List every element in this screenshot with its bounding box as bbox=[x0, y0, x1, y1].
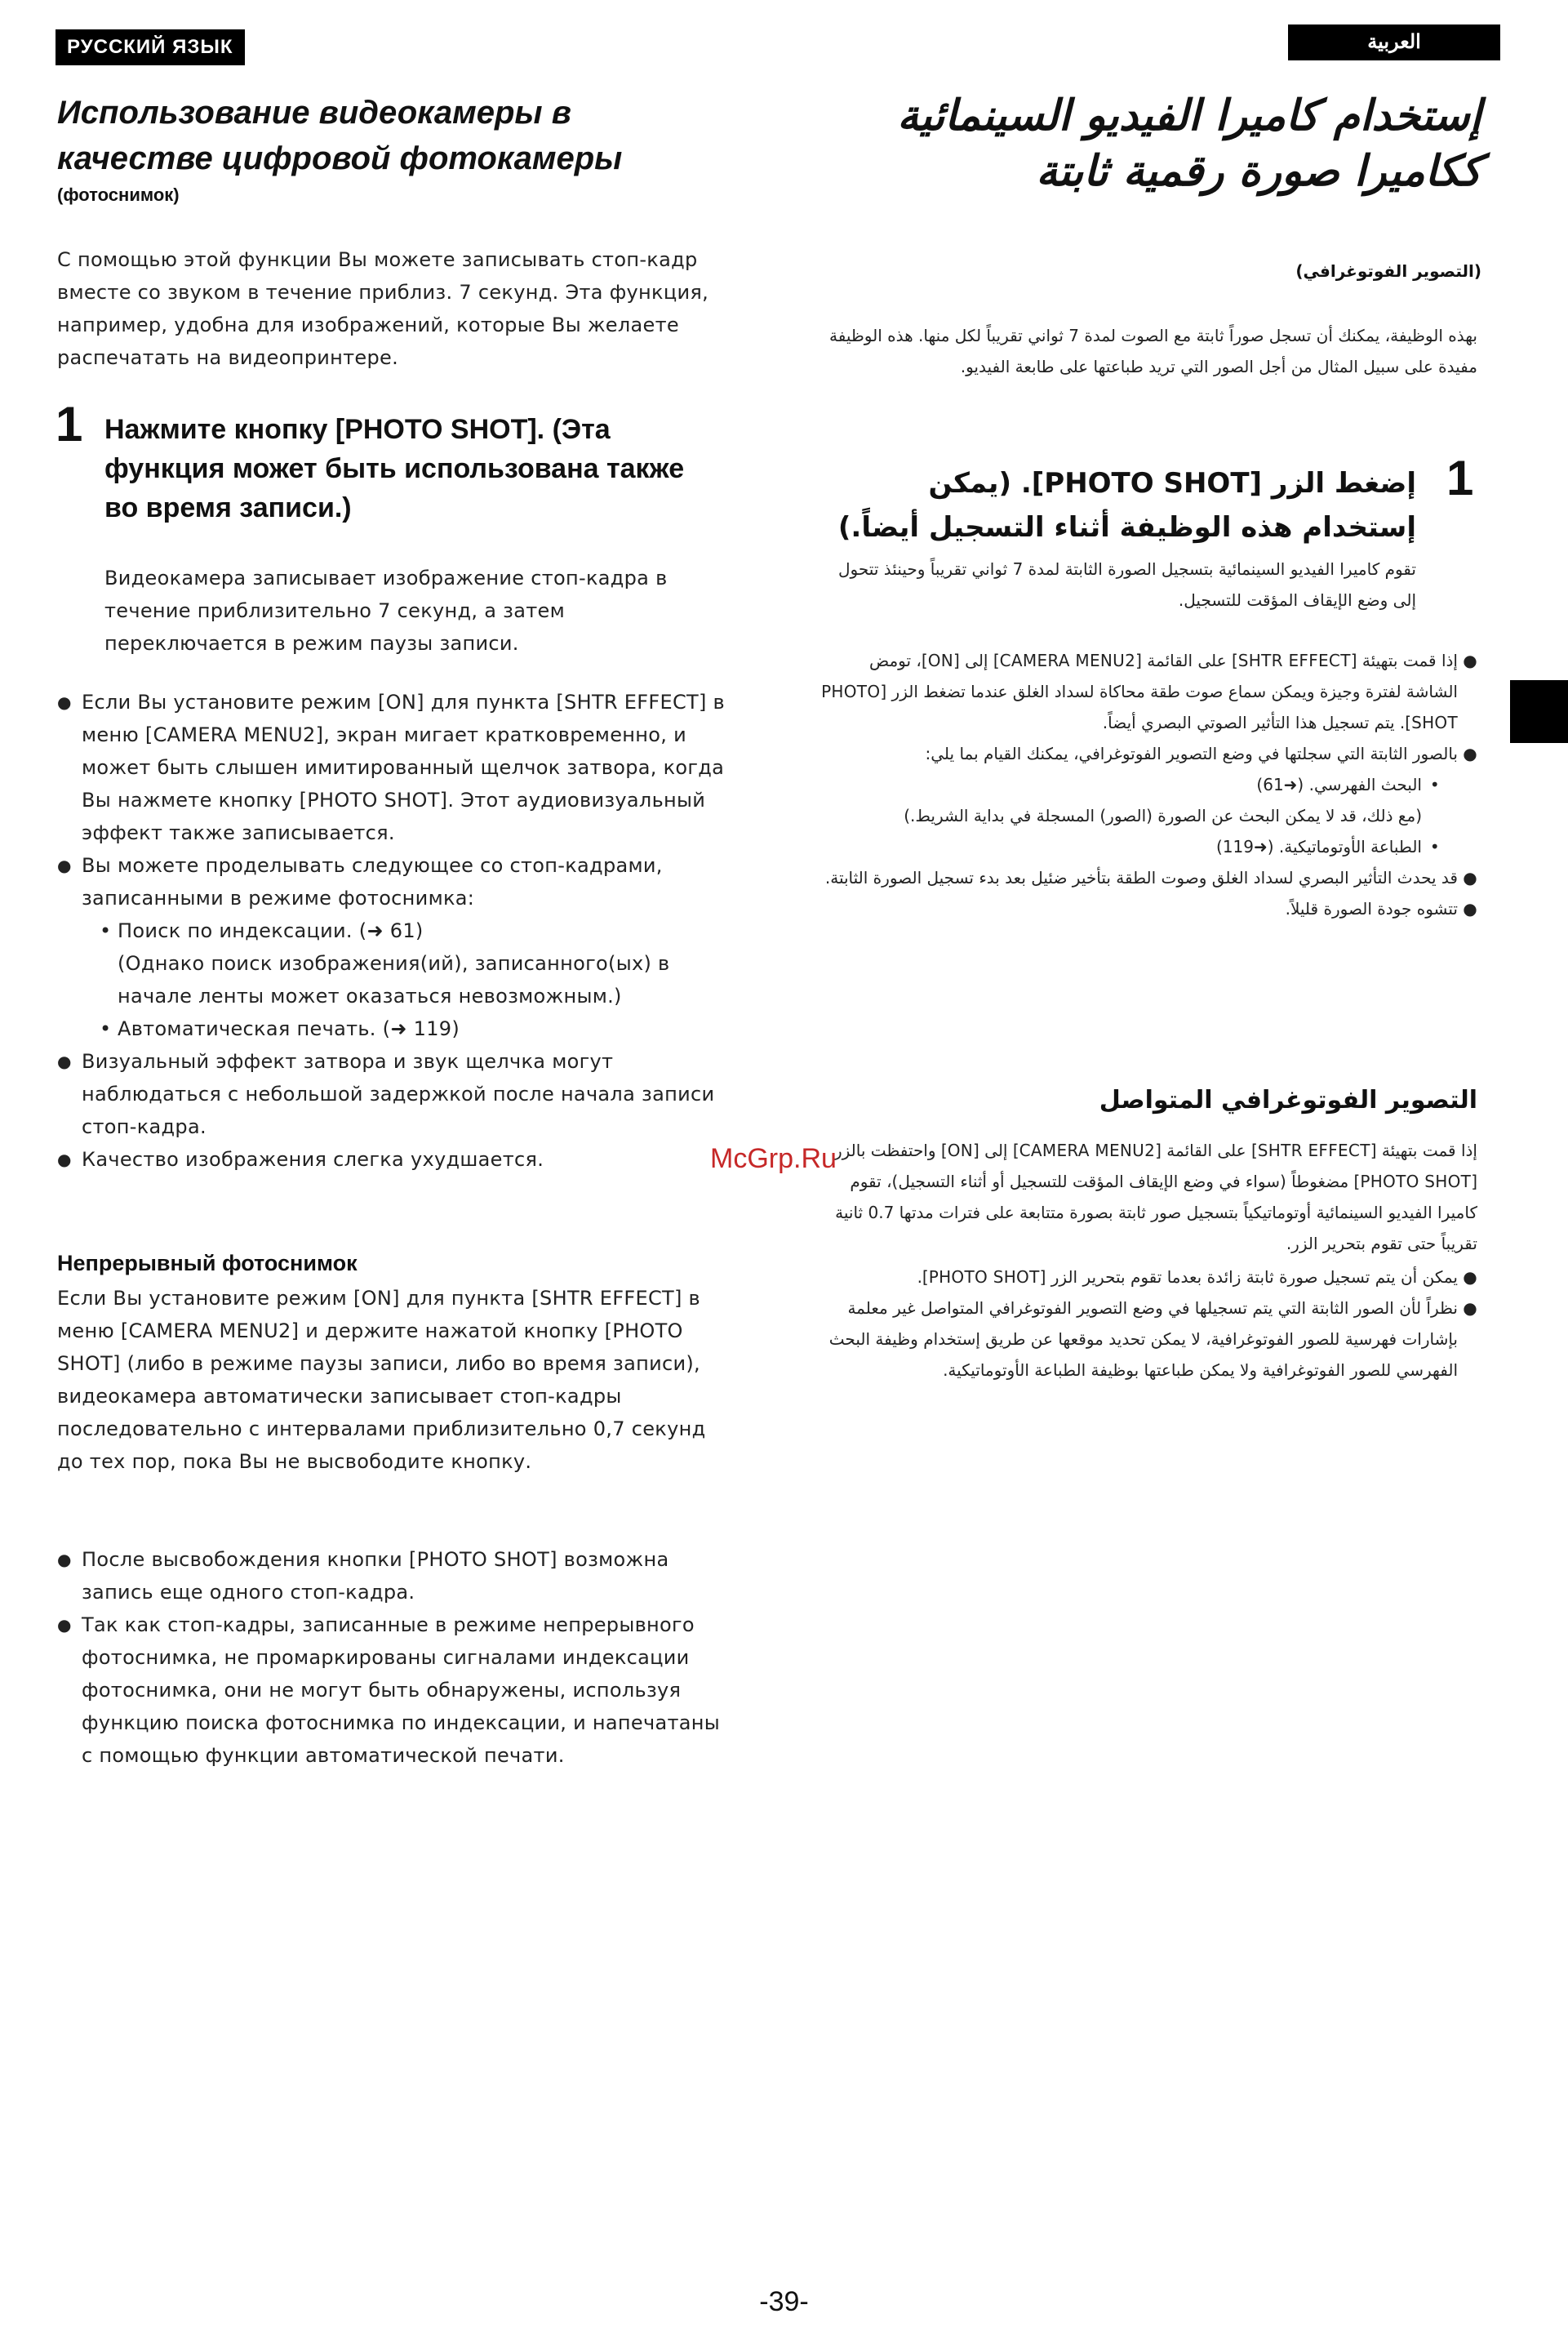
russian-continuous-notes bbox=[57, 1543, 726, 1772]
arabic-sub-auto-print: • الطباعة الأوتوماتيكية. (➜119) bbox=[816, 831, 1440, 862]
section-edge-tab bbox=[1510, 680, 1568, 743]
russian-step-number: 1 bbox=[56, 397, 83, 452]
russian-continuous-note-1: ● После высвобождения кнопки [PHOTO SHOT] возможна запись еще одного стоп-кадра. bbox=[57, 1543, 726, 1608]
russian-step-description: Видеокамера записывает изображение стоп-кадра в течение приблизительно 7 секунд, а затем переключается в режим паузы записи. bbox=[104, 567, 668, 655]
russian-note-shutter-effect: ● Если Вы установите режим [ON] для пункта [SHTR EFFECT] в меню [CAMERA MENU2], экран мигает кратковременно, и может быть слышен имитированный щелчок затвора, когда Вы нажмете кнопку [PHOTO SHOT]. Этот аудиовизуальный эффект также записывается. bbox=[57, 686, 726, 849]
russian-note-photoshot-options-text: Вы можете проделывать следующее со стоп-кадрами, записанными в режиме фотоснимка: bbox=[82, 854, 663, 910]
arabic-step-number: 1 bbox=[1446, 451, 1474, 505]
arabic-continuous-text: إذا قمت بتهيئة [SHTR EFFECT] على القائمة [CAMERA MENU2] إلى [ON] واحتفظت بالزر [PHOTO SHOT] مضغوطاً (سواء في وضع الإيقاف المؤقت للتسجيل أو أثناء التسجيل)، تقوم كاميرا الفيديو السينمائية أوتوماتيكياً بتسجيل صور ثابتة بصورة متتابعة على فترات مدتها 0.7 ثانية تقريباً حتى تقوم بتحرير الزر. bbox=[833, 1141, 1477, 1253]
arabic-title: إستخدام كاميرا الفيديو السينمائية ككاميرا صورة رقمية ثابتة bbox=[897, 91, 1481, 196]
russian-sub-index-search: • Поиск по индексации. (➜ 61) bbox=[100, 914, 726, 947]
arabic-continuous-notes bbox=[816, 1261, 1477, 1386]
russian-continuous-note-2: ● Так как стоп-кадры, записанные в режиме непрерывного фотоснимка, не промаркированы сигналами индексации фотоснимка, они не могут быть обнаружены, используя функцию поиска фотоснимка по индексации, и напечатаны с помощью функции автоматической печати. bbox=[57, 1608, 726, 1772]
arabic-subtitle: (التصوير الفوتوغرافي) bbox=[1295, 261, 1481, 281]
arabic-notes bbox=[816, 645, 1477, 924]
russian-notes bbox=[57, 686, 726, 1176]
arabic-intro: بهذه الوظيفة، يمكنك أن تسجل صوراً ثابتة مع الصوت لمدة 7 ثواني تقريباً لكل منها. هذه الوظيفة مفيدة على سبيل المثال من أجل الصور التي تريد طباعتها على طابعة الفيديو. bbox=[829, 326, 1477, 376]
arabic-continuous-note-1: ● يمكن أن يتم تسجيل صورة ثابتة زائدة بعدما تقوم بتحرير الزر [PHOTO SHOT]. bbox=[816, 1261, 1477, 1293]
russian-sub-auto-print: • Автоматическая печать. (➜ 119) bbox=[100, 1012, 726, 1045]
arabic-step-description: تقوم كاميرا الفيديو السينمائية بتسجيل الصورة الثابتة لمدة 7 ثواني تقريباً وحينئذ تتحول إلى وضع الإيقاف المؤقت للتسجيل. bbox=[838, 559, 1416, 610]
russian-note-delay: ● Визуальный эффект затвора и звук щелчка могут наблюдаться с небольшой задержкой после начала записи стоп-кадра. bbox=[57, 1045, 726, 1143]
arabic-note-photoshot-options-text: بالصور الثابتة التي سجلتها في وضع التصوير الفوتوغرافي، يمكنك القيام بما يلي: bbox=[925, 744, 1458, 763]
russian-note-quality: ● Качество изображения слегка ухудшается. bbox=[57, 1143, 726, 1176]
arabic-note-shutter-effect: ● إذا قمت بتهيئة [SHTR EFFECT] على القائمة [CAMERA MENU2] إلى [ON]، تومض الشاشة لفترة وجيزة ويمكن سماع صوت طقة محاكاة لسداد الغلق عندما تضغط الزر [PHOTO SHOT]. يتم تسجيل هذا التأثير الصوتي البصري أيضاً. bbox=[816, 645, 1477, 738]
russian-sub-index-note: (Однако поиск изображения(ий), записанного(ых) в начале ленты может оказаться невозможным.) bbox=[118, 952, 670, 1008]
russian-intro: С помощью этой функции Вы можете записывать стоп-кадр вместе со звуком в течение приблиз. 7 секунд. Эта функция, например, удобна для изображений, которые Вы желаете распечатать на видеопринтере. bbox=[57, 248, 709, 369]
arabic-note-photoshot-options bbox=[816, 738, 1477, 862]
arabic-sub-index-note: (مع ذلك، قد لا يمكن البحث عن الصورة (الصور) المسجلة في بداية الشريط.) bbox=[904, 806, 1422, 825]
russian-continuous-heading: Непрерывный фотоснимок bbox=[57, 1251, 358, 1275]
arabic-sub-index-search: • البحث الفهرسي. (➜61) bbox=[816, 769, 1440, 800]
russian-note-photoshot-options bbox=[57, 849, 726, 1045]
page-number: -39- bbox=[759, 2286, 809, 2317]
russian-subtitle: (фотоснимок) bbox=[57, 185, 180, 205]
russian-title: Использование видеокамеры в качестве цифровой фотокамеры bbox=[57, 95, 623, 176]
language-tag-russian: РУССКИЙ ЯЗЫК bbox=[56, 29, 245, 65]
arabic-continuous-note-2: ● نظراً لأن الصور الثابتة التي يتم تسجيلها في وضع التصوير الفوتوغرافي المتواصل غير معلمة بإشارات فهرسية للصور الفوتوغرافية، لا يمكن تحديد موقعها عن طريق إستخدام وظيفة البحث الفهرسي للصور الفوتوغرافية ولا يمكن طباعتها بوظيفة الطباعة الأوتوماتيكية. bbox=[816, 1293, 1477, 1386]
arabic-continuous-heading: التصوير الفوتوغرافي المتواصل bbox=[1099, 1086, 1477, 1115]
russian-continuous-text: Если Вы установите режим [ON] для пункта [SHTR EFFECT] в меню [CAMERA MENU2] и держите нажатой кнопку [PHOTO SHOT] (либо в режиме паузы записи, либо во время записи), видеокамера автоматически записывает стоп-кадры последовательно с интервалами приблизительно 0,7 секунд до тех пор, пока Вы не высвободите кнопку. bbox=[57, 1287, 706, 1473]
language-tag-arabic: العربية bbox=[1288, 24, 1500, 60]
arabic-step-instruction: إضغط الزر [PHOTO SHOT]. (يمكن إستخدام هذه الوظيفة أثناء التسجيل أيضاً.) bbox=[837, 467, 1416, 544]
watermark-link[interactable]: McGrp.Ru bbox=[710, 1143, 837, 1174]
russian-step-instruction: Нажмите кнопку [PHOTO SHOT]. (Эта функция может быть использована также во время записи.) bbox=[104, 414, 685, 523]
arabic-note-quality: ● تتشوه جودة الصورة قليلاً. bbox=[816, 893, 1477, 924]
arabic-note-delay: ● قد يحدث التأثير البصري لسداد الغلق وصوت الطقة بتأخير ضئيل بعد بدء تسجيل الصورة الثابتة. bbox=[816, 862, 1477, 893]
